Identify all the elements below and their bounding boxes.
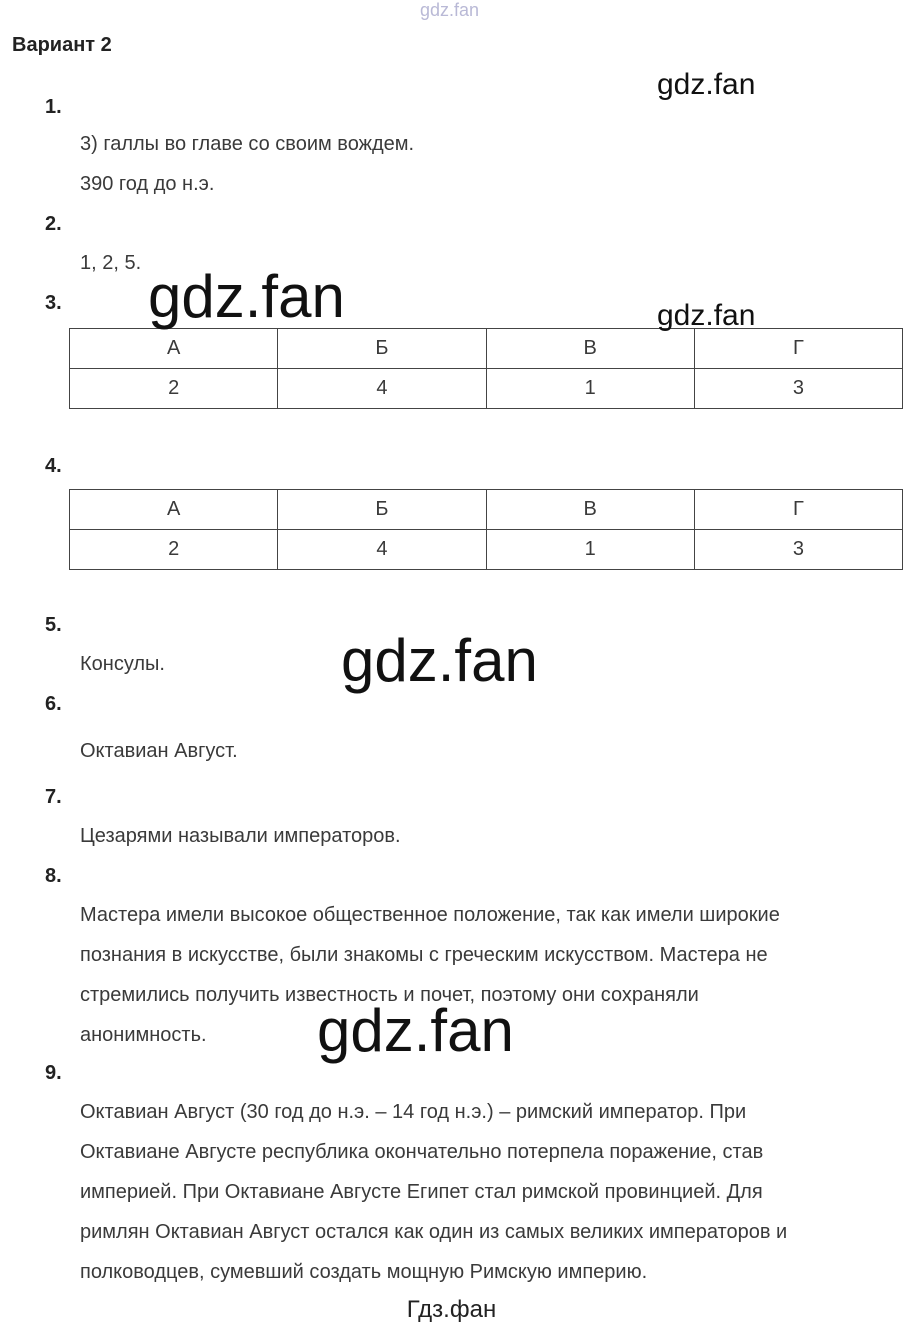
answer-9-line: римлян Октавиан Август остался как один из самых великих императоров и: [80, 1221, 788, 1243]
table-header-cell: В: [486, 329, 694, 369]
table-cell: 2: [70, 530, 278, 570]
answer-1-line-1: 3) галлы во главе со своим вождем.: [80, 133, 415, 155]
footer-watermark: Гдз.фан: [406, 1296, 497, 1323]
table-header-row: [70, 329, 903, 369]
table-cell: 2: [70, 369, 278, 409]
answer-1-line-2: 390 год до н.э.: [80, 173, 215, 195]
question-number-7: 7.: [45, 786, 62, 808]
question-number-5: 5.: [45, 614, 62, 636]
answer-5: Консулы.: [80, 653, 165, 675]
table-row: [70, 530, 903, 570]
table-cell: 4: [278, 369, 486, 409]
watermark: gdz.fan: [657, 68, 756, 101]
answer-9-paragraph: [80, 1092, 787, 1292]
table-cell: 4: [278, 530, 486, 570]
table-cell: 3: [694, 369, 902, 409]
watermark-top: gdz.fan: [420, 0, 480, 20]
question-number-8: 8.: [45, 865, 62, 887]
table-header-cell: А: [70, 490, 278, 530]
question-number-9: 9.: [45, 1062, 62, 1084]
answer-8-line: познания в искусстве, были знакомы с греческим искусством. Мастера не: [80, 944, 768, 966]
table-header-row: [70, 490, 903, 530]
table-cell: 1: [486, 369, 694, 409]
answer-3-table: [69, 328, 903, 409]
table-header-cell: Г: [694, 490, 902, 530]
question-number-3: 3.: [45, 292, 62, 314]
table-header-cell: Б: [278, 329, 486, 369]
watermark: gdz.fan: [341, 627, 538, 694]
watermark: gdz.fan: [317, 997, 514, 1064]
table-row: [70, 369, 903, 409]
table-cell: 1: [486, 530, 694, 570]
answer-8-line: стремились получить известность и почет, поэтому они сохраняли: [80, 984, 699, 1006]
answer-9-line: империей. При Октавиане Августе Египет стал римской провинцией. Для: [80, 1181, 763, 1203]
table-header-cell: Б: [278, 490, 486, 530]
question-number-1: 1.: [45, 96, 62, 118]
answer-4-table: [69, 489, 903, 570]
answer-8-line: анонимность.: [80, 1024, 207, 1046]
answer-8-line: Мастера имели высокое общественное положение, так как имели широкие: [80, 904, 780, 926]
table-header-cell: А: [70, 329, 278, 369]
answer-6: Октавиан Август.: [80, 740, 238, 762]
table-cell: 3: [694, 530, 902, 570]
question-number-6: 6.: [45, 693, 62, 715]
table-header-cell: Г: [694, 329, 902, 369]
watermark: gdz.fan: [657, 299, 756, 332]
answer-9-line: Октавиане Августе республика окончательно потерпела поражение, став: [80, 1141, 764, 1163]
answer-7: Цезарями называли императоров.: [80, 825, 401, 847]
question-number-2: 2.: [45, 213, 62, 235]
answer-9-line: Октавиан Август (30 год до н.э. – 14 год н.э.) – римский император. При: [80, 1101, 747, 1123]
watermark: gdz.fan: [148, 263, 345, 330]
question-number-4: 4.: [45, 455, 62, 477]
answer-2: 1, 2, 5.: [80, 252, 142, 274]
table-header-cell: В: [486, 490, 694, 530]
answer-9-line: полководцев, сумевший создать мощную Римскую империю.: [80, 1261, 648, 1283]
page-title: Вариант 2: [12, 34, 112, 56]
